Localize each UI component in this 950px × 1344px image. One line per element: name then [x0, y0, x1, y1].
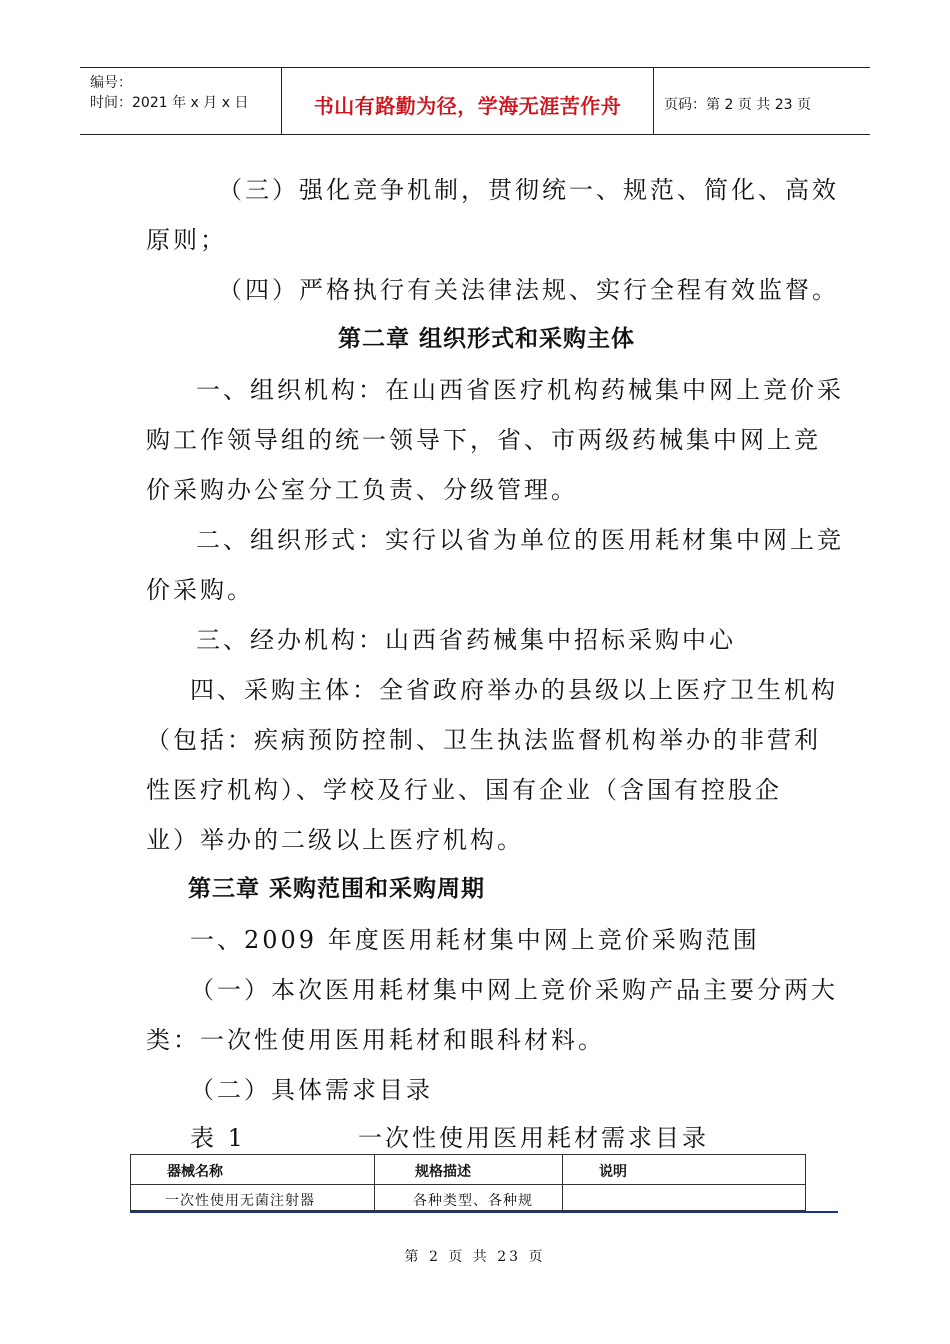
table-header-cell: 说明	[599, 1164, 627, 1180]
paragraph-line: 性医疗机构）、学校及行业、国有企业（含国有控股企	[146, 776, 782, 804]
header-meta-cell	[80, 68, 282, 134]
page-bottom-rule	[130, 1211, 838, 1213]
paragraph-line: 业）举办的二级以上医疗机构。	[146, 826, 524, 854]
paragraph-line: （一）本次医用耗材集中网上竞价采购产品主要分两大	[190, 976, 838, 1004]
table-cell: 各种类型、各种规	[413, 1193, 533, 1209]
table-header-cell: 规格描述	[415, 1164, 471, 1180]
table-header-cell: 器械名称	[167, 1164, 223, 1180]
paragraph-line: （四）严格执行有关法律法规、实行全程有效监督。	[218, 276, 839, 304]
header-page-cell	[654, 68, 870, 134]
chapter-heading: 第二章 组织形式和采购主体	[338, 326, 636, 352]
header-time-label: 时间：2021 年 x 月 x 日	[90, 95, 249, 111]
paragraph-line: （三）强化竞争机制，贯彻统一、规范、简化、高效	[218, 176, 839, 204]
requirements-table	[130, 1154, 806, 1211]
table-label: 表 1	[190, 1124, 246, 1152]
header-motto-cell	[282, 68, 654, 134]
page-header	[80, 67, 870, 135]
chapter-heading: 第三章 采购范围和采购周期	[188, 876, 486, 902]
paragraph-line: 购工作领导组的统一领导下，省、市两级药械集中网上竞	[146, 426, 821, 454]
paragraph-line: （二）具体需求目录	[190, 1076, 433, 1104]
paragraph-line: 一、组织机构：在山西省医疗机构药械集中网上竞价采	[196, 376, 844, 404]
paragraph-line: 原则；	[146, 226, 227, 254]
page-footer: 第 2 页 共 23 页	[404, 1249, 546, 1265]
header-number-label: 编号：	[90, 75, 132, 91]
header-motto: 书山有路勤为径，学海无涯苦作舟	[313, 94, 622, 118]
paragraph-line: 三、经办机构：山西省药械集中招标采购中心	[196, 626, 736, 654]
paragraph-line: 价采购。	[146, 576, 254, 604]
paragraph-line: （包括：疾病预防控制、卫生执法监督机构举办的非营利	[146, 726, 821, 754]
header-page-info: 页码：第 2 页 共 23 页	[664, 97, 811, 113]
paragraph-line: 二、组织形式：实行以省为单位的医用耗材集中网上竞	[196, 526, 844, 554]
table-caption: 一次性使用医用耗材需求目录	[358, 1124, 709, 1152]
paragraph-line: 类：一次性使用医用耗材和眼科材料。	[146, 1026, 605, 1054]
paragraph-line: 价采购办公室分工负责、分级管理。	[146, 476, 578, 504]
section-title: 一、2009 年度医用耗材集中网上竞价采购范围	[190, 926, 760, 954]
paragraph-line: 四、采购主体：全省政府举办的县级以上医疗卫生机构	[190, 676, 838, 704]
table-cell: 一次性使用无菌注射器	[165, 1193, 315, 1209]
table-row-divider	[131, 1184, 805, 1185]
